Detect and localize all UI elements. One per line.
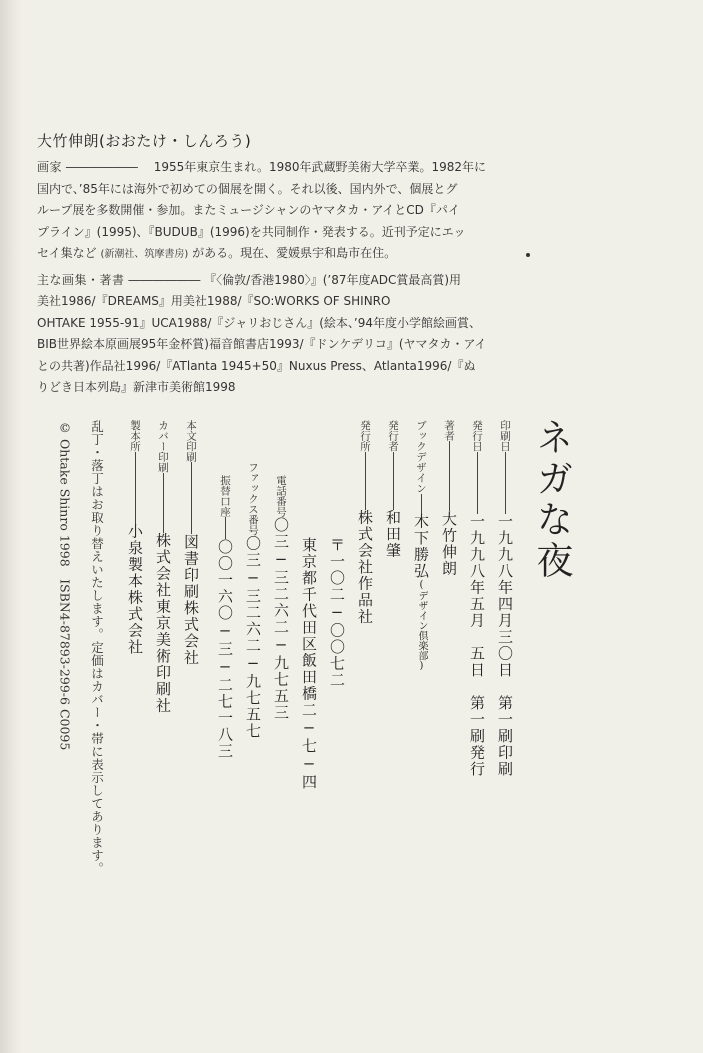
author-value: 大竹伸朗 [440, 511, 458, 577]
publisher-rule [393, 452, 394, 510]
binding-value: 小泉製本株式会社 [126, 523, 144, 656]
print-date-label: 印刷日 [499, 420, 511, 452]
bio-line-2: 国内で、’85年には海外で初めての個展を開く。それ以後、国内外で、個展とグ [37, 181, 458, 196]
bio-line-3: ループ展を多数開催・参加。またミュージシャンのヤマタカ・アイとCD『パイ [37, 203, 460, 217]
fax-label: ファックス番号 [247, 462, 259, 536]
colophon-copyright: © Ohtake Shinro 1998 ISBN4-87893-299-6 C0095 [57, 420, 73, 751]
publisher-value: 和田肇 [384, 509, 402, 559]
colophon-text-print [183, 420, 199, 666]
phone-value: 〇三−三二六二−九七五三 [272, 517, 290, 721]
works-paragraph [37, 270, 527, 399]
print-date-value: 一九九八年四月三〇日 第一刷印刷 [496, 513, 514, 778]
design-rule [421, 494, 422, 514]
pub-date-rule [477, 452, 478, 514]
house-value: 株式会社作品社 [356, 509, 374, 625]
colophon-publisher [385, 420, 401, 559]
bio-line-5c: がある。現在、愛媛県宇和島市在住。 [192, 246, 397, 260]
cover-print-value: 株式会社東京美術印刷社 [154, 532, 172, 714]
binding-label: 製本所 [129, 420, 141, 452]
bio-paragraph [37, 157, 527, 266]
colophon-transfer [217, 475, 233, 760]
author-name: 大竹伸朗(おおたけ・しんろう) [37, 132, 252, 150]
postal-value: 〒一〇二−〇〇七二 [328, 537, 346, 689]
works-line-5: との共著)作品社1996/『ATlanta 1945+50』Nuxus Press、Atlanta1996/『ぬ [37, 358, 476, 373]
colophon-design [413, 420, 429, 672]
page-gutter-shadow [0, 0, 22, 1053]
pub-date-value: 一九九八年五月 五日 第一刷発行 [468, 513, 486, 778]
print-date-rule [505, 452, 506, 514]
works-line-1: 『〈倫敦/香港1980〉』(’87年度ADC賞最高賞)用 [204, 272, 462, 287]
text-print-rule [191, 462, 192, 534]
bio-line-1: 1955年東京生まれ。1980年武蔵野美術大学卒業。1982年に [153, 160, 487, 174]
transfer-rule [225, 517, 226, 539]
author-profile [37, 130, 527, 399]
house-label: 発行所 [359, 420, 371, 452]
works-label: 主な画集・著書 [37, 272, 125, 287]
house-rule [365, 452, 366, 510]
works-line-6: りどき日本列島』新津市美術館1998 [37, 380, 236, 394]
works-line-4: BIB世界絵本原画展95年金杯賞)福音館書店1993/『ドンケデリコ』(ヤマタカ・アイ [37, 337, 487, 351]
colophon-fax [245, 462, 261, 740]
works-line-3: OHTAKE 1955-91』UCA1988/『ジャリおじさん』(絵本、’94年度小学館絵画賞、 [37, 315, 481, 330]
bio-line-5b: (新潮社、筑摩書房) [100, 249, 189, 260]
publisher-label: 発行者 [387, 420, 399, 452]
bio-dash: ―――――― [65, 160, 150, 174]
phone-label: 電話番号 [275, 475, 287, 517]
bio-line-5a: セイ集など [37, 246, 97, 260]
author-label: 著者 [443, 420, 455, 441]
fax-value: 〇三−三二六二−九七五七 [244, 535, 262, 740]
colophon-binding [127, 420, 143, 656]
colophon-print-date [497, 420, 513, 778]
cover-print-rule [163, 473, 164, 533]
bio-label: 画家 [37, 160, 63, 174]
transfer-value: 〇〇一六〇−三−二七一八三 [216, 539, 234, 760]
colophon-notice: 乱丁・落丁はお取り替えいたします。定価はカバー・帯に表示してあります。 [89, 420, 105, 875]
colophon-author [441, 420, 457, 577]
stray-ink-dot [526, 253, 530, 257]
design-label: ブックデザイン [415, 420, 427, 494]
binding-rule [135, 452, 136, 524]
transfer-label: 振替口座 [219, 475, 231, 517]
works-line-2: 美社1986/『DREAMS』用美社1988/『SO:WORKS OF SHINRO [37, 294, 391, 308]
address-value: 東京都千代田区飯田橋二−七−四 [300, 537, 318, 791]
design-note: (デザイン倶楽部) [416, 579, 427, 672]
colophon-phone [273, 475, 289, 721]
text-print-label: 本文印刷 [185, 420, 197, 462]
bio-line-4: プライン』(1995)、『BUDUB』(1996)を共同制作・発表する。近刊予定にエッ [37, 224, 466, 239]
author-rule [449, 441, 450, 511]
colophon-postal [329, 537, 345, 689]
colophon-address [301, 537, 317, 791]
design-value: 木下勝弘 [412, 513, 430, 580]
book-title: ネガな夜 [530, 418, 573, 582]
colophon-cover-print [155, 420, 171, 714]
pub-date-label: 発行日 [471, 420, 483, 452]
text-print-value: 図書印刷株式会社 [182, 534, 200, 666]
cover-print-label: カバー印刷 [157, 420, 169, 473]
works-dash: ―――――― [128, 272, 201, 287]
colophon-pub-date [469, 420, 485, 778]
colophon-house [357, 420, 373, 625]
